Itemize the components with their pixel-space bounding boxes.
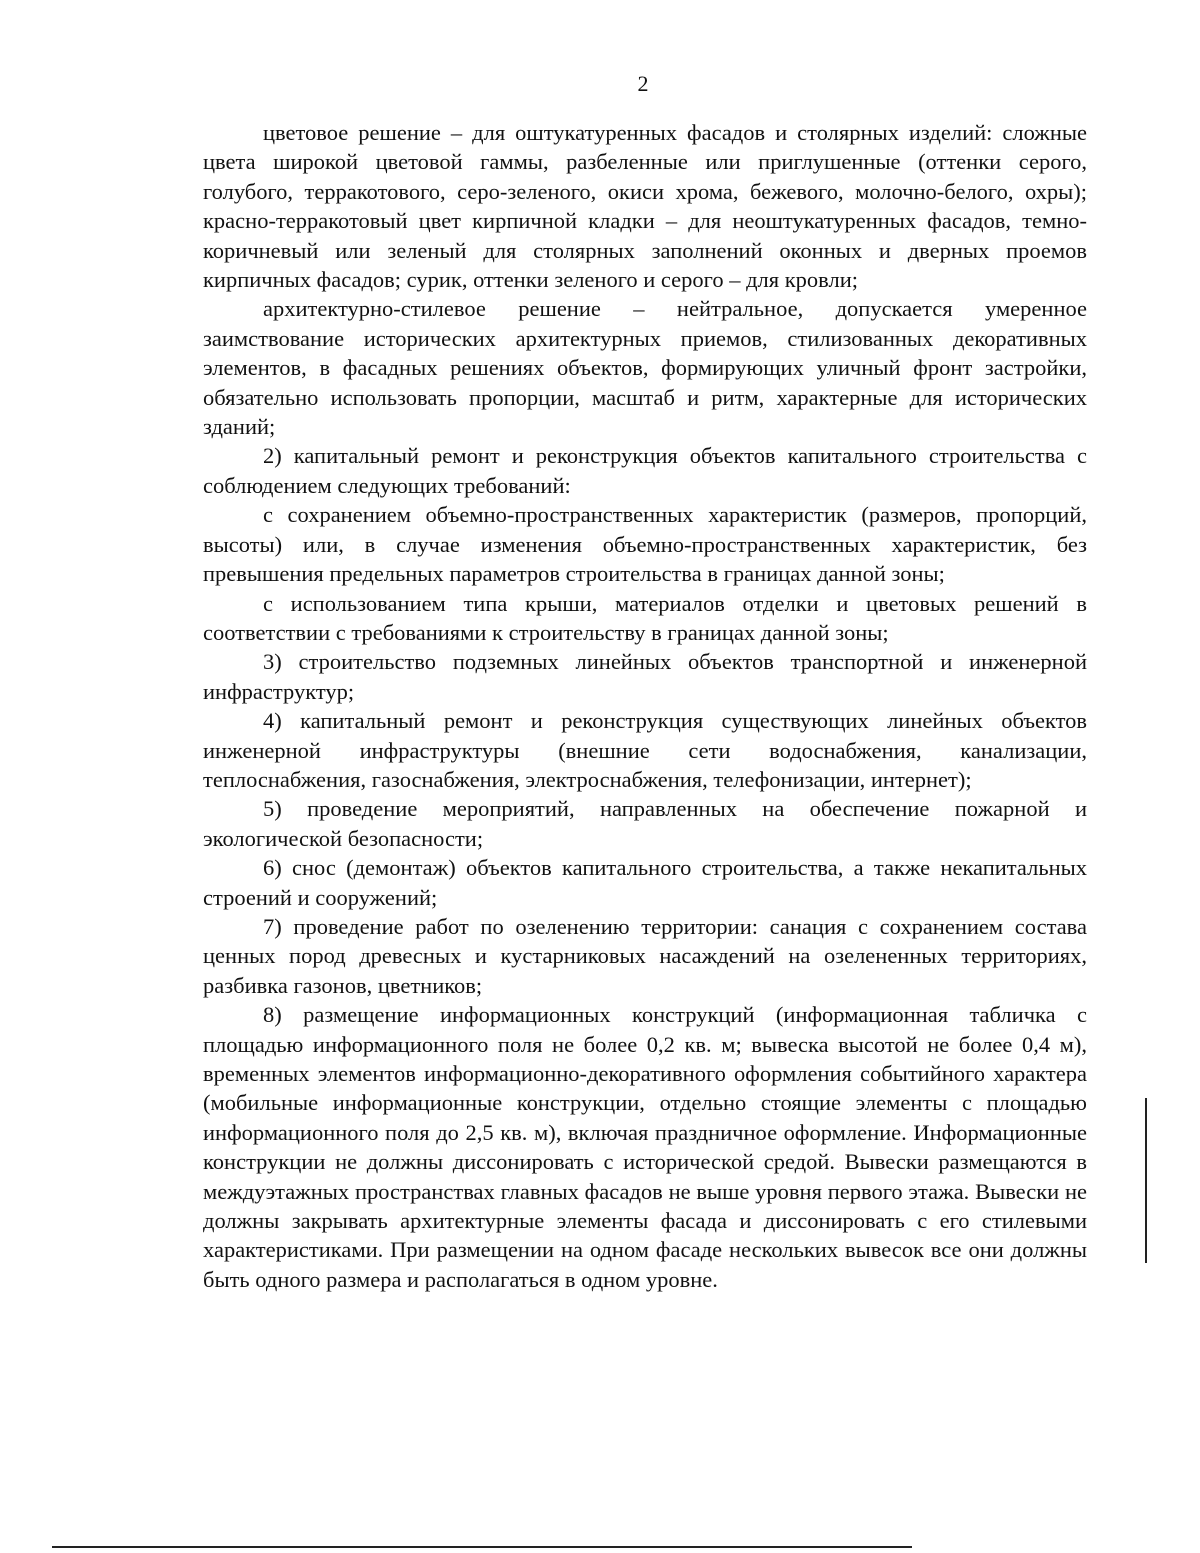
paragraph-volume-preservation: с сохранением объемно-пространственных характеристик (размеров, пропорций, высоты) или, в случае изменения объемно-пространственных характеристик, без превышения предельных параметров строительства в границах данной зоны; <box>203 502 1087 587</box>
page-number: 2 <box>637 71 649 96</box>
paragraph-item-8: 8) размещение информационных конструкций (информационная табличка с площадью информационного поля не более 0,2 кв. м; вывеска высотой не более 0,4 м), временных элементов информационно-декоративного оформления событийного характера (мобильные информационные конструкции, отдельно стоящие элементы с площадью информационного поля до 2,5 кв. м), включая праздничное оформление. Информационные конструкции не должны диссонировать с исторической средой. Вывески размещаются в междуэтажных пространствах главных фасадов не выше уровня первого этажа. Вывески не должны закрывать архитектурные элементы фасада и диссонировать с его стилевыми характеристиками. При размещении на одном фасаде нескольких вывесок все они должны быть одного размера и располагаться в одном уровне. <box>203 1002 1087 1292</box>
paragraph-item-4: 4) капитальный ремонт и реконструкция существующих линейных объектов инженерной инфраструктуры (внешние сети водоснабжения, канализации, теплоснабжения, газоснабжения, электроснабжения, телефонизации, интернет); <box>203 708 1087 792</box>
paragraph-item-3: 3) строительство подземных линейных объектов транспортной и инженерной инфраструктур; <box>203 649 1087 704</box>
paragraph-item-5: 5) проведение мероприятий, направленных на обеспечение пожарной и экологической безопасности; <box>203 796 1087 851</box>
document-body <box>203 118 1087 1294</box>
margin-change-bar <box>1145 1098 1147 1263</box>
paragraph-item-7: 7) проведение работ по озеленению территории: санация с сохранением состава ценных пород древесных и кустарниковых насаждений на озелененных территориях, разбивка газонов, цветников; <box>203 913 1087 998</box>
paragraph-roof-materials: с использованием типа крыши, материалов отделки и цветовых решений в соответствии с требованиями к строительству в границах данной зоны; <box>203 590 1087 645</box>
footer-rule <box>52 1546 912 1548</box>
paragraph-color-solution: цветовое решение – для оштукатуренных фасадов и столярных изделий: сложные цвета широкой цветовой гаммы, разбеленные или приглушенные (оттенки серого, голубого, терракотового, серо-зеленого, окиси хрома, бежевого, молочно-белого, охры); красно-терракотовый цвет кирпичной кладки – для неоштукатуренных фасадов, темно-коричневый или зеленый для столярных заполнений оконных и дверных проемов кирпичных фасадов; сурик, оттенки зеленого и серого – для кровли; <box>203 120 1087 293</box>
paragraph-item-2: 2) капитальный ремонт и реконструкция объектов капитального строительства с соблюдением следующих требований: <box>203 443 1087 498</box>
paragraph-architectural-style: архитектурно-стилевое решение – нейтральное, допускается умеренное заимствование исторических архитектурных приемов, стилизованных декоративных элементов, в фасадных решениях объектов, формирующих уличный фронт застройки, обязательно использовать пропорции, масштаб и ритм, характерные для исторических зданий; <box>203 296 1087 440</box>
paragraph-item-6: 6) снос (демонтаж) объектов капитального строительства, а также некапитальных строений и сооружений; <box>203 855 1087 910</box>
